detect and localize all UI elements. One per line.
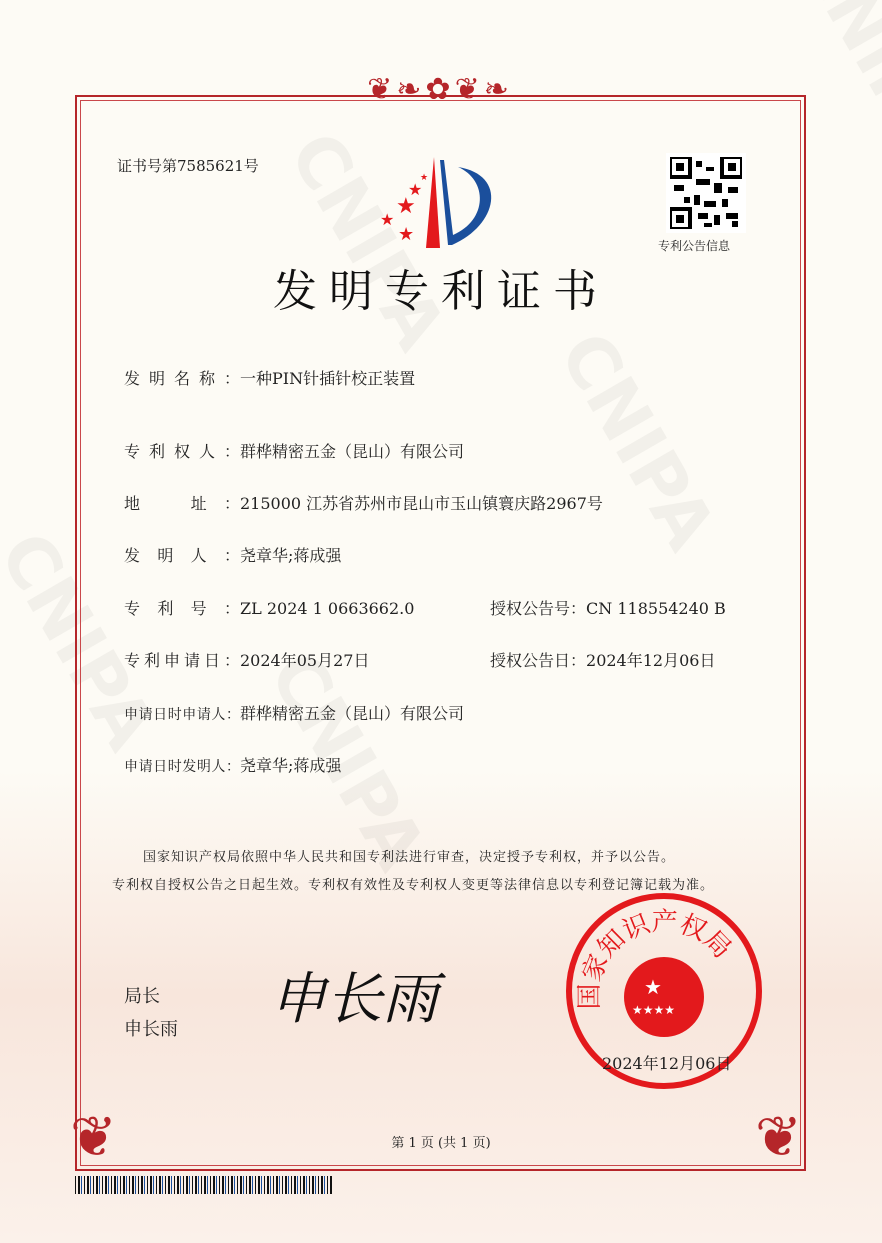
field-value: 尧章华;蒋成强 [240, 546, 342, 565]
qr-code[interactable] [666, 153, 746, 233]
field-label: 专利号： [124, 599, 240, 618]
director-title: 局长 [124, 986, 160, 1007]
svg-text:国家知识产权局: 国家知识产权局 [574, 907, 737, 1010]
field-value: 尧章华;蒋成强 [240, 756, 342, 775]
field-value: 群桦精密五金（昆山）有限公司 [240, 704, 465, 723]
field-value: 群桦精密五金（昆山）有限公司 [240, 442, 465, 461]
svg-text:★: ★ [644, 975, 662, 999]
notice-line-1: 国家知识产权局依照中华人民共和国专利法进行审查，决定授予专利权，并予以公告。 [143, 850, 676, 865]
official-seal [566, 893, 762, 1089]
field-label: 专利申请日： [124, 651, 240, 670]
qr-code-icon [670, 157, 742, 229]
field-patentee [124, 439, 464, 462]
top-ornament: ❦❧✿❦❧ [367, 72, 513, 107]
field-inventor-at-filing [124, 753, 341, 776]
field-address [124, 491, 603, 514]
field-value: ZL 2024 1 0663662.0 [240, 599, 415, 618]
field-applicant-at-filing [124, 701, 464, 724]
barcode [75, 1176, 333, 1194]
svg-text:★: ★ [408, 180, 423, 199]
field-value: 一种PIN针插针校正装置 [240, 369, 416, 388]
cnipa-logo-icon [378, 155, 508, 250]
field-label: 申请日时申请人： [124, 707, 240, 723]
svg-text:★: ★ [398, 224, 415, 245]
field-value: 2024年05月27日 [240, 651, 370, 670]
page-number: 第 1 页 (共 1 页) [391, 1136, 491, 1151]
field-value: CN 118554240 B [586, 599, 726, 618]
director-name: 申长雨 [124, 1019, 178, 1040]
director-signature: 申长雨 [270, 967, 438, 1032]
certificate-number: 证书号第7585621号 [117, 157, 259, 175]
seal-date: 2024年12月06日 [602, 1054, 732, 1073]
qr-caption: 专利公告信息 [658, 239, 731, 253]
certificate-title: 发明专利证书 [273, 266, 609, 317]
field-grant-publication-number [490, 596, 726, 619]
notice-line-2: 专利权自授权公告之日起生效。专利权有效性及专利权人变更等法律信息以专利登记簿记载为准。 [112, 878, 715, 893]
svg-text:★: ★ [380, 210, 395, 229]
field-value: 215000 江苏省苏州市昆山市玉山镇寰庆路2967号 [240, 494, 603, 513]
field-invention-name [124, 366, 415, 389]
corner-ornament-left: ❦ [70, 1105, 117, 1170]
field-label: 授权公告日： [490, 651, 587, 670]
field-label: 发明名称： [124, 369, 240, 388]
field-inventor [124, 543, 341, 566]
svg-text:★: ★ [420, 173, 429, 183]
field-grant-publication-date [490, 648, 715, 671]
svg-text:★: ★ [396, 194, 416, 219]
field-label: 专利权人： [124, 442, 240, 461]
field-label: 发明人： [124, 546, 240, 565]
field-value: 2024年12月06日 [586, 651, 716, 670]
svg-text:★★★★: ★★★★ [632, 1003, 676, 1017]
field-label: 申请日时发明人： [124, 759, 240, 775]
corner-ornament-right: ❦ [755, 1105, 802, 1170]
field-label: 地 址： [124, 494, 240, 513]
field-label: 授权公告号： [490, 599, 587, 618]
field-patent-number [124, 596, 414, 619]
field-application-date [124, 648, 369, 671]
